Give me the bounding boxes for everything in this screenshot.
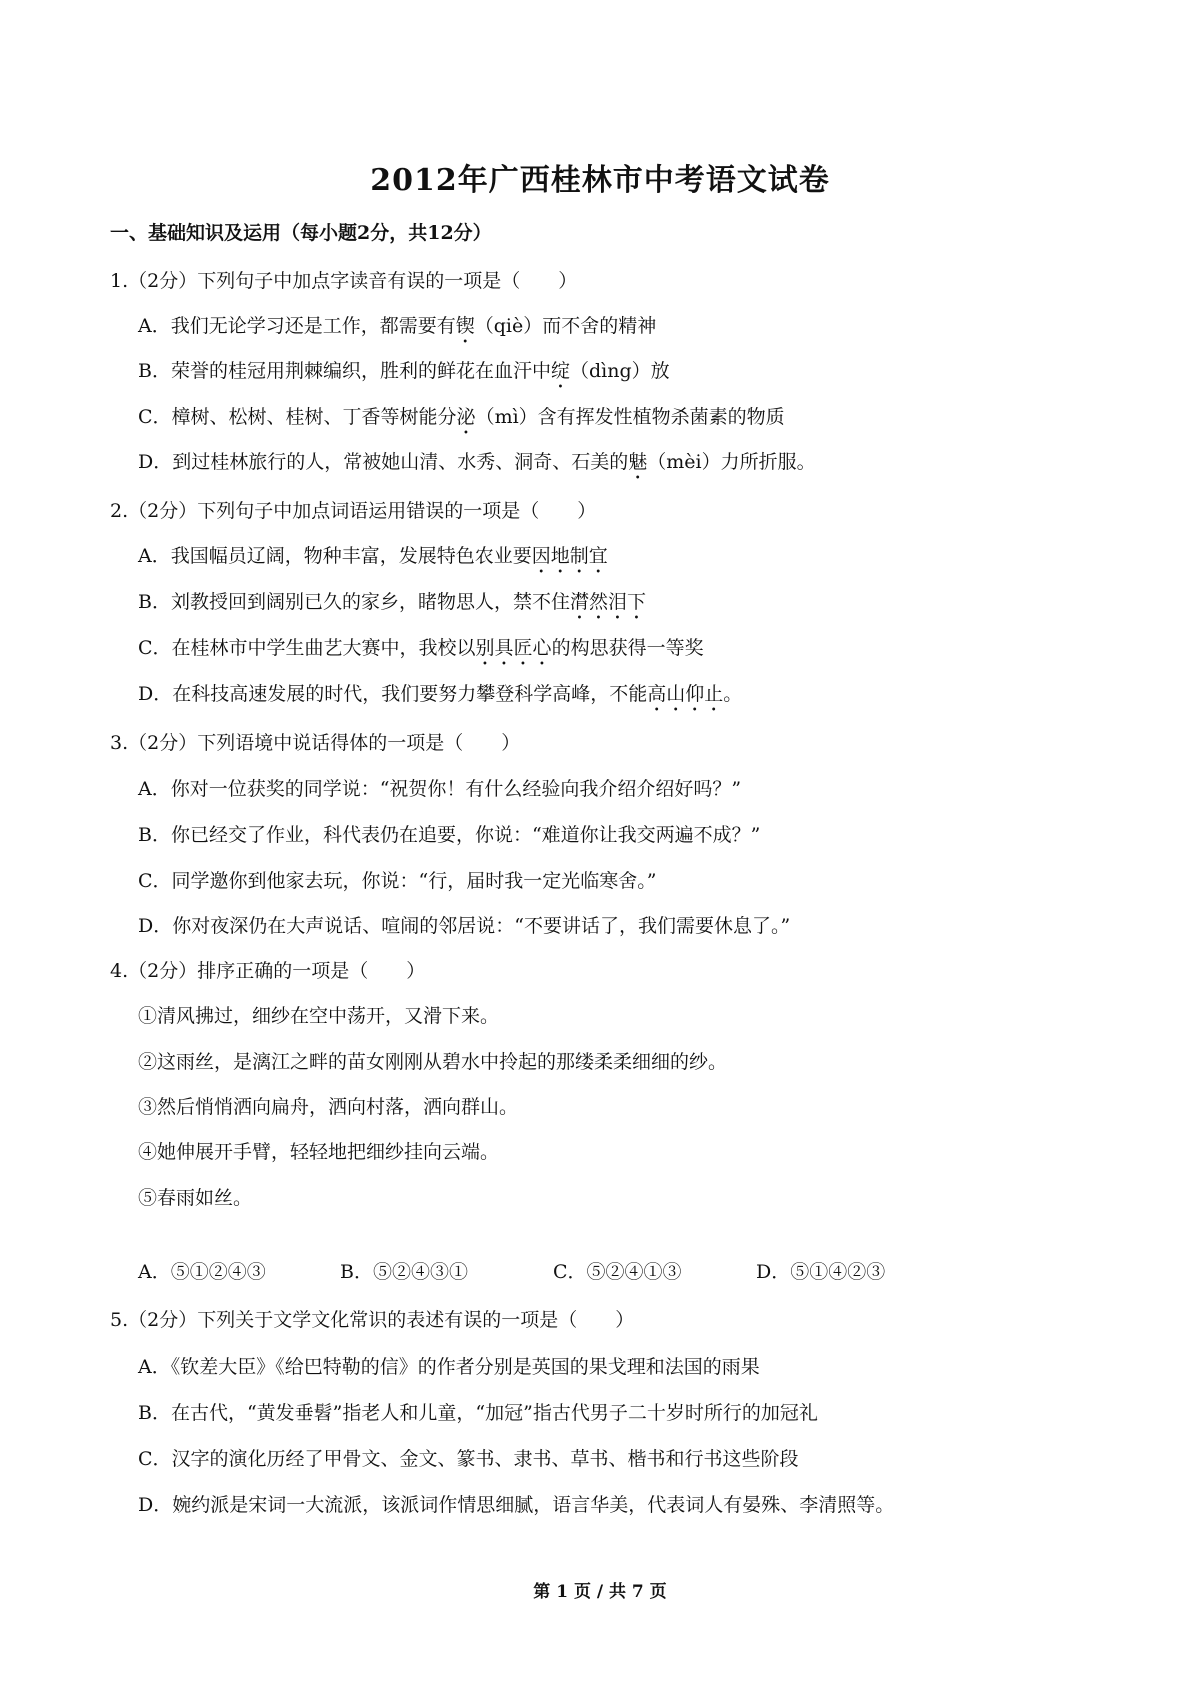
question-2-option-c: C．在桂林市中学生曲艺大赛中，我校以别具匠心的构思获得一等奖 bbox=[138, 637, 704, 659]
question-1-option-c: C．樟树、松树、桂树、丁香等树能分泌（mì）含有挥发性植物杀菌素的物质 bbox=[138, 406, 785, 428]
question-1-option-b: B．荣誉的桂冠用荆棘编织，胜利的鲜花在血汗中绽（dìng）放 bbox=[138, 360, 670, 382]
question-4-option-d: D．⑤①④②③ bbox=[756, 1261, 886, 1283]
question-3-option-d: D．你对夜深仍在大声说话、喧闹的邻居说：“不要讲话了，我们需要休息了。” bbox=[138, 915, 791, 937]
question-2-option-b: B．刘教授回到阔别已久的家乡，睹物思人，禁不住潸然泪下 bbox=[138, 591, 646, 613]
page-footer: 第 1 页 / 共 7 页 bbox=[533, 1582, 667, 1602]
question-5-option-d: D．婉约派是宋词一大流派，该派词作情思细腻，语言华美，代表词人有晏殊、李清照等。 bbox=[138, 1494, 895, 1516]
question-2-option-a: A．我国幅员辽阔，物种丰富，发展特色农业要因地制宜 bbox=[138, 545, 608, 567]
question-3-option-b: B．你已经交了作业，科代表仍在追要，你说：“难道你让我交两遍不成？” bbox=[138, 824, 761, 846]
question-2-option-d: D．在科技高速发展的时代，我们要努力攀登科学高峰，不能高山仰止。 bbox=[138, 683, 743, 705]
question-4-item-3: ③然后悄悄洒向扁舟，洒向村落，洒向群山。 bbox=[138, 1096, 519, 1118]
question-4-item-5: ⑤春雨如丝。 bbox=[138, 1187, 253, 1209]
question-1-option-d: D．到过桂林旅行的人，常被她山清、水秀、洞奇、石美的魅（mèi）力所折服。 bbox=[138, 451, 816, 473]
question-5-option-b: B．在古代，“黄发垂髫”指老人和儿童，“加冠”指古代男子二十岁时所行的加冠礼 bbox=[138, 1402, 818, 1424]
section-heading: 一、基础知识及运用（每小题2分，共12分） bbox=[110, 222, 492, 244]
page-title: 2012年广西桂林市中考语文试卷 bbox=[370, 163, 830, 198]
question-4-item-1: ①清风拂过，细纱在空中荡开，又滑下来。 bbox=[138, 1005, 500, 1027]
question-5-option-a: A．《钦差大臣》《给巴特勒的信》的作者分别是英国的果戈理和法国的雨果 bbox=[138, 1356, 760, 1378]
question-4-item-2: ②这雨丝，是漓江之畔的苗女刚刚从碧水中拎起的那缕柔柔细细的纱。 bbox=[138, 1051, 728, 1073]
question-2-stem: 2.（2分）下列句子中加点词语运用错误的一项是（ ） bbox=[110, 500, 597, 522]
question-4-option-a: A．⑤①②④③ bbox=[138, 1261, 266, 1283]
question-3-stem: 3.（2分）下列语境中说话得体的一项是（ ） bbox=[110, 732, 521, 754]
question-3-option-a: A．你对一位获奖的同学说：“祝贺你！有什么经验向我介绍介绍好吗？” bbox=[138, 778, 742, 800]
question-5-stem: 5.（2分）下列关于文学文化常识的表述有误的一项是（ ） bbox=[110, 1309, 635, 1331]
question-1-option-a: A．我们无论学习还是工作，都需要有锲（qiè）而不舍的精神 bbox=[138, 315, 657, 337]
question-1-stem: 1.（2分）下列句子中加点字读音有误的一项是（ ） bbox=[110, 270, 578, 292]
question-5-option-c: C．汉字的演化历经了甲骨文、金文、篆书、隶书、草书、楷书和行书这些阶段 bbox=[138, 1448, 799, 1470]
question-3-option-c: C．同学邀你到他家去玩，你说：“行，届时我一定光临寒舍。” bbox=[138, 870, 657, 892]
question-4-option-b: B．⑤②④③① bbox=[340, 1261, 468, 1283]
question-4-option-c: C．⑤②④①③ bbox=[553, 1261, 682, 1283]
question-4-item-4: ④她伸展开手臂，轻轻地把细纱挂向云端。 bbox=[138, 1141, 500, 1163]
question-4-stem: 4.（2分）排序正确的一项是（ ） bbox=[110, 960, 426, 982]
